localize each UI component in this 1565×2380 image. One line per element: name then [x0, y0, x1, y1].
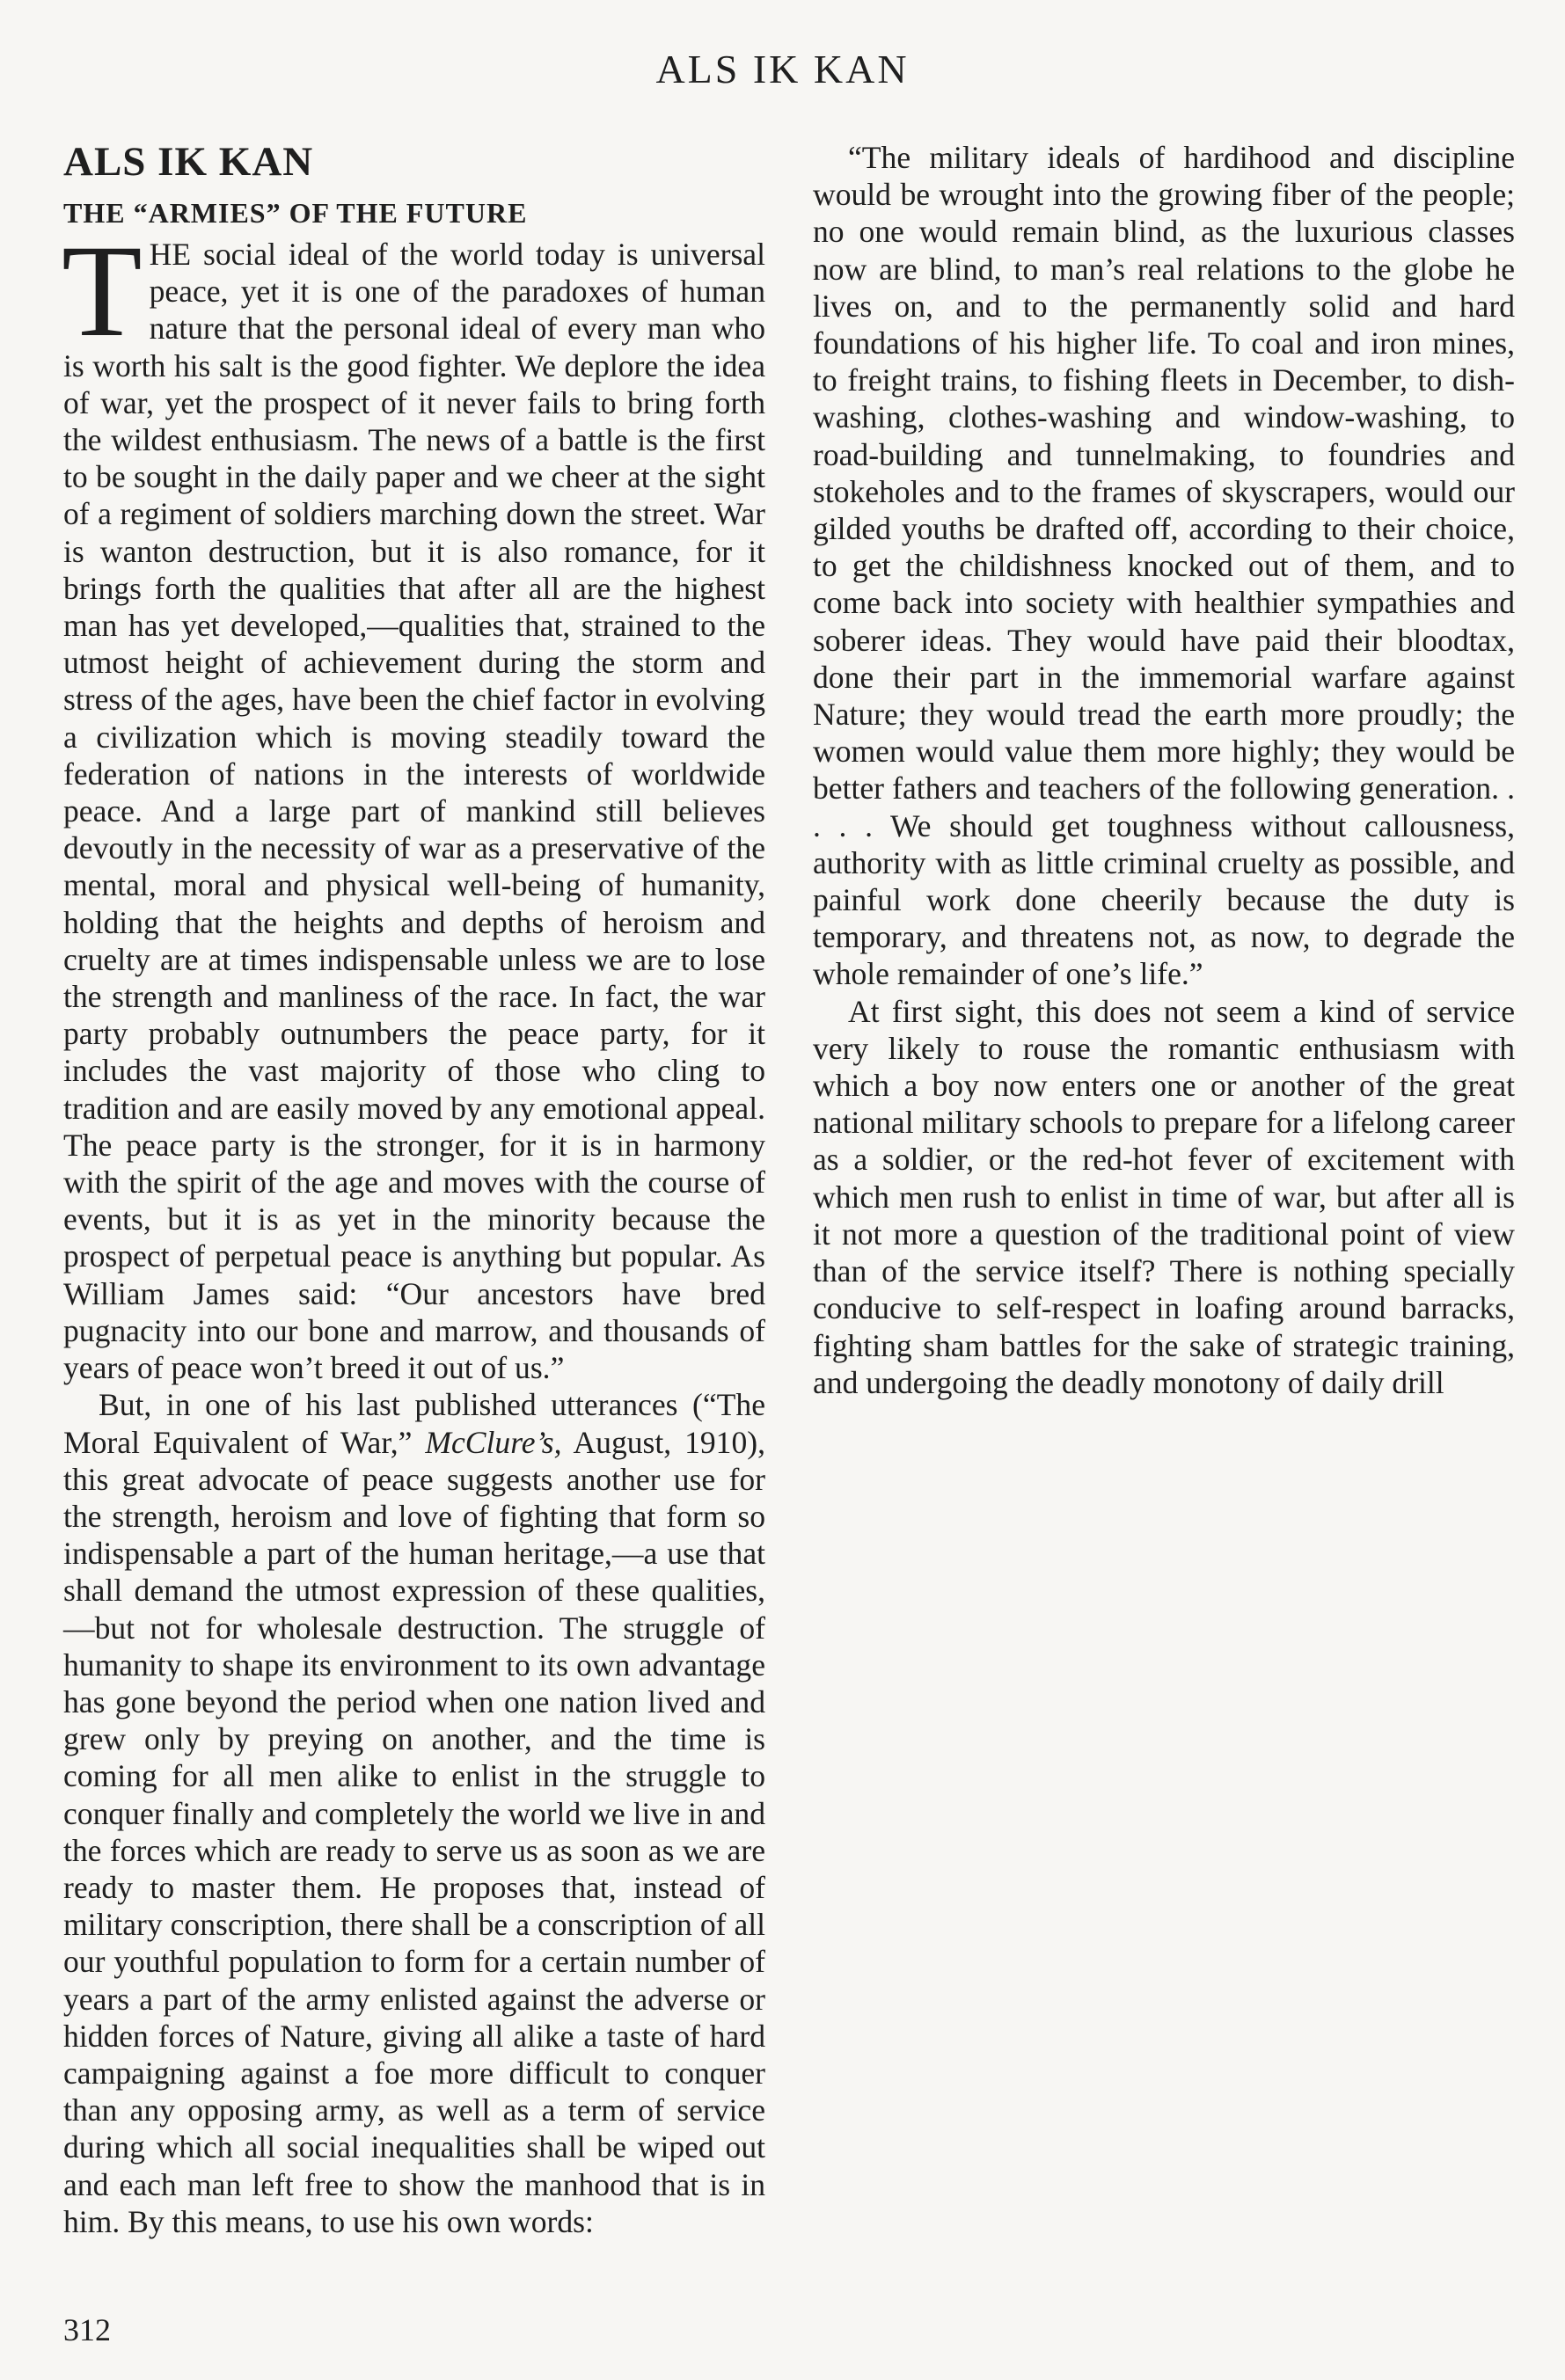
paragraph-quote: “The military ideals of hardihood and discipline would be wrought into the growing fiber of the people; no one would remain blind, as the luxurious classes now are blind, to man’s real relations to the globe he lives on, and to the permanently solid and hard foundations of his higher life. To coal and iron mines, to freight trains, to fishing fleets in December, to dish-washing, clothes-washing and window-washing, to road-building and tunnelmaking, to foundries and stokeholes and to the frames of skyscrapers, would our gilded youths be drafted off, according to their choice, to get the childishness knocked out of them, and to come back into society with healthier sympathies and soberer ideas. They would have paid their bloodtax, done their part in the immemorial warfare against Nature; they would tread the earth more proudly; the women would value them more highly; they would be better fathers and teachers of the following generation. . . . . We should get toughness without callousness, authority with as little criminal cruelty as possible, and painful work done cheerily because the duty is temporary, and threatens not, as now, to degrade the whole remainder of one’s life.”: [813, 140, 1515, 992]
paragraph-intro-text: HE social ideal of the world today is universal peace, yet it is one of the paradoxes of human nature that the personal ideal of every man who is worth his salt is the good fighter. We deplore the idea of war, yet the prospect of it never fails to bring forth the wildest enthusiasm. The news of a battle is the first to be sought in the daily paper and we cheer at the sight of a regiment of soldiers marching down the street. War is wanton destruction, but it is also romance, for it brings forth the qualities that after all are the highest man has yet developed,—qualities that, strained to the utmost height of achievement during the storm and stress of the ages, have been the chief factor in evolving a civilization which is moving steadily toward the federation of nations in the interests of worldwide peace. And a large part of mankind still believes devoutly in the necessity of war as a preservative of the mental, moral and physical well-being of humanity, holding that the heights and depths of heroism and cruelty are at times indispensable unless we are to lose the strength and manliness of the race. In fact, the war party probably outnumbers the peace party, for it includes the vast majority of those who cling to tradition and are easily moved by any emotional appeal. The peace party is the stronger, for it is in harmony with the spirit of the age and moves with the course of events, but it is as yet in the minority because the prospect of perpetual peace is anything but popular. As William James said: “Our ancestors have bred pugnacity into our bone and marrow, and thousands of years of peace won’t breed it out of us.”: [63, 237, 765, 1386]
magazine-title-italic: McClure’s,: [425, 1424, 562, 1460]
paragraph-james-proposal: [63, 1386, 765, 2240]
paragraph-james-text-start: But, in one of his last published utterances (“The Moral Equivalent of War,”: [63, 1387, 765, 1460]
paragraph-intro: [62, 218, 765, 1386]
article-title: ALS IK KAN: [63, 139, 314, 185]
drop-cap: T: [62, 218, 143, 364]
running-head: ALS IK KAN: [655, 47, 910, 91]
article-subtitle: THE “ARMIES” OF THE FUTURE: [63, 197, 528, 229]
left-column: [63, 139, 765, 2240]
paragraph-service: At first sight, this does not seem a kind of service very likely to rouse the romantic enthusiasm with which a boy now enters one or another of the great national military schools to prepare for a lifelong career as a soldier, or the red-hot fever of excitement with which men rush to enlist in time of war, but after all is it not more a question of the traditional point of view than of the service itself? There is nothing specially conducive to self-respect in loafing around barracks, fighting sham battles for the sake of strategic training, and undergoing the deadly monotony of daily drill: [813, 993, 1515, 1400]
paragraph-james-text-rest: August, 1910), this great advocate of peace suggests another use for the strength, heroism and love of fighting that form so indispensable a part of the human heritage,—a use that shall demand the utmost expression of these qualities,—but not for wholesale destruction. The struggle of humanity to shape its environment to its own advantage has gone beyond the period when one nation lived and grew only by preying on another, and the time is coming for all men alike to enlist in the struggle to conquer finally and completely the world we live in and the forces which are ready to serve us as soon as we are ready to master them. He proposes that, instead of military conscription, there shall be a conscription of all our youthful population to form for a certain number of years a part of the army enlisted against the adverse or hidden forces of Nature, giving all alike a taste of hard campaigning against a foe more difficult to conquer than any opposing army, as well as a term of service during which all social inequalities shall be wiped out and each man left free to show the manhood that is in him. By this means, to use his own words:: [63, 1424, 765, 2239]
page-number: 312: [63, 2312, 111, 2347]
right-column: [813, 139, 1515, 1401]
